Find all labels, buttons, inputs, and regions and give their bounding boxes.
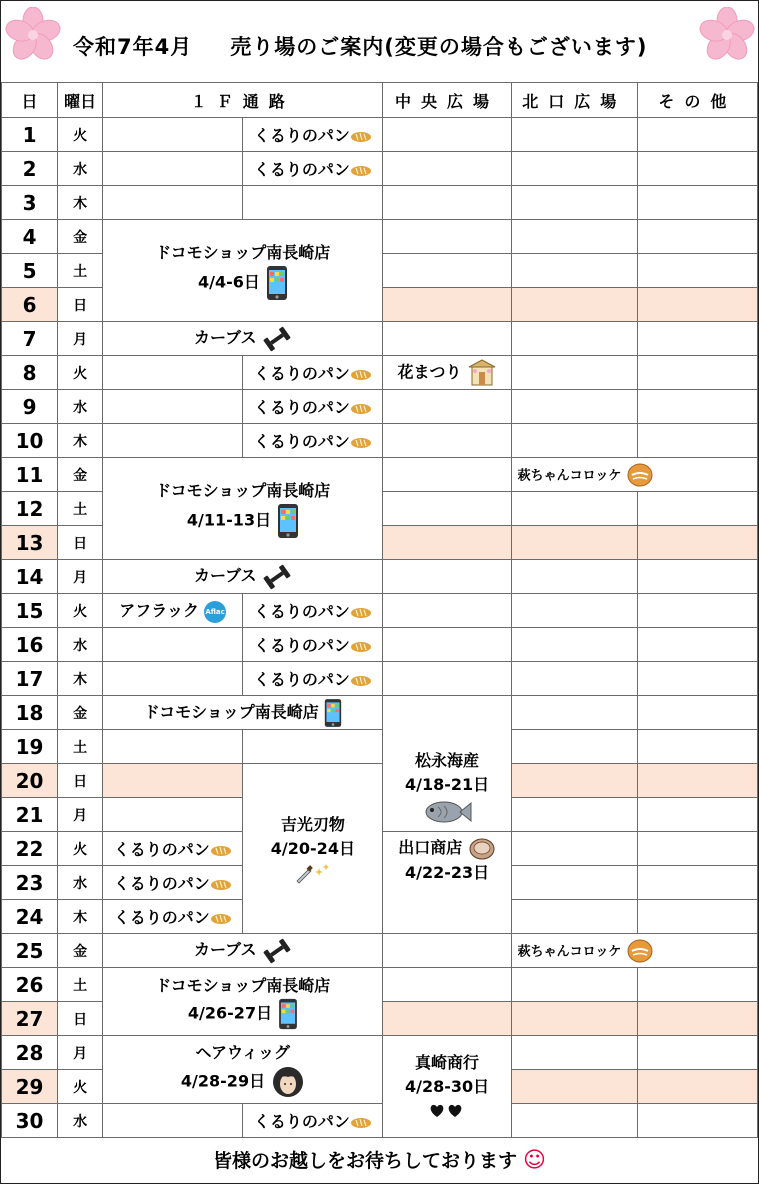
- cell-empty: [511, 424, 637, 458]
- event-mazaki-dates: 4/28-30日: [404, 1076, 490, 1096]
- day-number: 29: [2, 1070, 58, 1104]
- day-of-week: 水: [58, 628, 103, 662]
- day-of-week: 火: [58, 832, 103, 866]
- event-kururi: くるりのパン: [253, 126, 350, 145]
- cell-empty: [637, 288, 757, 322]
- croquette-icon: [626, 461, 654, 489]
- day-of-week: 日: [58, 288, 103, 322]
- cell-docomo: [103, 696, 383, 730]
- cell-empty: [103, 764, 243, 798]
- day-of-week: 木: [58, 186, 103, 220]
- cell-kururi: [243, 424, 383, 458]
- cell-kururi: [243, 662, 383, 696]
- table-row: [2, 968, 758, 1002]
- dumbbell-icon: [262, 938, 292, 964]
- table-row: [2, 628, 758, 662]
- event-curves: カーブス: [193, 940, 257, 960]
- cell-kururi: [243, 594, 383, 628]
- day-number: 27: [2, 1002, 58, 1036]
- day-number: 8: [2, 356, 58, 390]
- cell-empty: [637, 866, 757, 900]
- cell-empty: [511, 764, 637, 798]
- cell-empty: [383, 526, 511, 560]
- cell-empty: [511, 1036, 637, 1070]
- bread-icon: [350, 641, 372, 653]
- cell-empty: [511, 900, 637, 934]
- event-kururi: くるりのパン: [253, 602, 350, 621]
- day-number: 7: [2, 322, 58, 356]
- day-number: 12: [2, 492, 58, 526]
- cell-mazaki: [383, 1036, 511, 1138]
- event-kururi: くるりのパン: [113, 840, 210, 859]
- day-number: 10: [2, 424, 58, 458]
- cell-empty: [103, 730, 243, 764]
- cell-kururi: [243, 118, 383, 152]
- cell-empty: [383, 594, 511, 628]
- col-header-passage: １Ｆ通路: [103, 83, 383, 118]
- cell-empty: [637, 764, 757, 798]
- event-hanamatsuri: 花まつり: [397, 362, 462, 381]
- day-number: 23: [2, 866, 58, 900]
- event-docomo-dates: 4/4-6日: [198, 272, 260, 291]
- event-hagi: 萩ちゃんコロッケ: [517, 944, 622, 959]
- day-of-week: 日: [58, 526, 103, 560]
- day-of-week: 月: [58, 798, 103, 832]
- knife-icon: [293, 862, 333, 884]
- event-docomo: ドコモショップ南長崎店: [155, 975, 331, 995]
- table-row: [2, 934, 758, 968]
- day-number: 3: [2, 186, 58, 220]
- cell-empty: [511, 560, 637, 594]
- event-kururi: くるりのパン: [253, 160, 350, 179]
- cell-empty: [383, 288, 511, 322]
- cell-empty: [511, 628, 637, 662]
- cell-empty: [511, 1002, 637, 1036]
- bread-icon: [350, 403, 372, 415]
- event-curves: カーブス: [193, 566, 257, 586]
- day-number: 5: [2, 254, 58, 288]
- event-matsunaga-dates: 4/18-21日: [404, 775, 490, 794]
- day-number: 25: [2, 934, 58, 968]
- cell-empty: [103, 152, 243, 186]
- event-docomo: ドコモショップ南長崎店: [155, 480, 331, 500]
- day-number: 30: [2, 1104, 58, 1138]
- cell-kururi: [243, 390, 383, 424]
- cell-docomo: [103, 968, 383, 1036]
- cell-hanamatsuri: [383, 356, 511, 390]
- table-row: [2, 186, 758, 220]
- day-number: 1: [2, 118, 58, 152]
- day-number: 6: [2, 288, 58, 322]
- cell-empty: [383, 560, 511, 594]
- cell-yoshimitsu: [243, 764, 383, 934]
- cell-empty: [383, 152, 511, 186]
- cell-empty: [511, 798, 637, 832]
- day-of-week: 日: [58, 764, 103, 798]
- bread-icon: [210, 879, 232, 891]
- col-header-central: 中央広場: [383, 83, 511, 118]
- cell-empty: [637, 492, 757, 526]
- smile-icon: ☺: [523, 1148, 546, 1173]
- day-of-week: 水: [58, 1104, 103, 1138]
- day-number: 16: [2, 628, 58, 662]
- cell-empty: [637, 356, 757, 390]
- cell-empty: [637, 1104, 757, 1138]
- cell-empty: [383, 390, 511, 424]
- event-kururi: くるりのパン: [253, 1112, 350, 1131]
- smartphone-icon: [278, 998, 298, 1030]
- cell-empty: [383, 492, 511, 526]
- day-of-week: 土: [58, 968, 103, 1002]
- fish-icon: [422, 797, 472, 827]
- day-number: 26: [2, 968, 58, 1002]
- event-kururi: くるりのパン: [113, 908, 210, 927]
- event-aflac: アフラック: [119, 601, 199, 621]
- event-docomo: ドコモショップ南長崎店: [143, 702, 319, 721]
- day-of-week: 月: [58, 1036, 103, 1070]
- event-kururi: くるりのパン: [253, 636, 350, 655]
- dumbbell-icon: [262, 564, 292, 590]
- cell-empty: [637, 968, 757, 1002]
- cell-empty: [511, 220, 637, 254]
- day-of-week: 水: [58, 152, 103, 186]
- day-number: 14: [2, 560, 58, 594]
- day-number: 17: [2, 662, 58, 696]
- table-row: [2, 1104, 758, 1138]
- cell-kururi: [243, 1104, 383, 1138]
- event-matsunaga: 松永海産: [415, 751, 480, 770]
- shrine-icon: [467, 358, 497, 388]
- cell-empty: [511, 254, 637, 288]
- bread-icon: [350, 131, 372, 143]
- cell-empty: [103, 628, 243, 662]
- hearts-icon: [429, 1103, 465, 1119]
- bread-icon: [350, 369, 372, 381]
- cell-empty: [637, 696, 757, 730]
- event-kururi: くるりのパン: [253, 670, 350, 689]
- cell-empty: [637, 390, 757, 424]
- cell-curves: [103, 560, 383, 594]
- day-number: 24: [2, 900, 58, 934]
- table-row: [2, 152, 758, 186]
- sakura-icon: [5, 7, 61, 63]
- cell-empty: [511, 730, 637, 764]
- cell-empty: [637, 560, 757, 594]
- cell-empty: [511, 186, 637, 220]
- cell-empty: [637, 186, 757, 220]
- day-of-week: 土: [58, 730, 103, 764]
- table-row: [2, 356, 758, 390]
- wig-icon: [271, 1065, 305, 1099]
- clam-icon: [468, 837, 496, 861]
- col-header-day: 日: [2, 83, 58, 118]
- cell-empty: [383, 220, 511, 254]
- bread-icon: [350, 607, 372, 619]
- cell-curves: [103, 322, 383, 356]
- cell-empty: [511, 968, 637, 1002]
- cell-empty: [637, 1002, 757, 1036]
- day-of-week: 火: [58, 1070, 103, 1104]
- cell-empty: [637, 118, 757, 152]
- day-of-week: 月: [58, 560, 103, 594]
- day-of-week: 土: [58, 492, 103, 526]
- cell-empty: [511, 152, 637, 186]
- event-curves: カーブス: [193, 328, 257, 348]
- day-of-week: 土: [58, 254, 103, 288]
- table-row: [2, 594, 758, 628]
- event-hair: ヘアウィッグ: [195, 1042, 291, 1062]
- event-deguchi: 出口商店: [398, 838, 463, 857]
- cell-empty: [383, 322, 511, 356]
- cell-empty: [637, 254, 757, 288]
- cell-empty: [637, 152, 757, 186]
- schedule-table: [1, 82, 758, 1138]
- cell-empty: [383, 1002, 511, 1036]
- day-of-week: 木: [58, 662, 103, 696]
- day-number: 13: [2, 526, 58, 560]
- cell-empty: [383, 628, 511, 662]
- event-mazaki: 真崎商行: [415, 1052, 480, 1072]
- croquette-icon: [626, 937, 654, 965]
- day-of-week: 木: [58, 900, 103, 934]
- event-deguchi-dates: 4/22-23日: [404, 862, 490, 882]
- day-of-week: 金: [58, 220, 103, 254]
- cell-hagi: [511, 458, 757, 492]
- smartphone-icon: [277, 503, 299, 539]
- event-kururi: くるりのパン: [253, 398, 350, 417]
- cell-empty: [637, 662, 757, 696]
- day-number: 2: [2, 152, 58, 186]
- title-text: 売り場のご案内(変更の場合もございます): [230, 35, 648, 59]
- day-number: 21: [2, 798, 58, 832]
- table-row: [2, 458, 758, 492]
- day-number: 28: [2, 1036, 58, 1070]
- cell-empty: [383, 662, 511, 696]
- event-kururi: くるりのパン: [253, 432, 350, 451]
- cell-empty: [383, 934, 511, 968]
- day-of-week: 月: [58, 322, 103, 356]
- bread-icon: [350, 437, 372, 449]
- table-row: [2, 730, 758, 764]
- cell-empty: [637, 322, 757, 356]
- cell-empty: [511, 866, 637, 900]
- cell-empty: [637, 594, 757, 628]
- cell-empty: [637, 1070, 757, 1104]
- cell-empty: [383, 254, 511, 288]
- cell-empty: [637, 832, 757, 866]
- event-hair-dates: 4/28-29日: [180, 1071, 266, 1090]
- cell-empty: [637, 424, 757, 458]
- footer-text: 皆様のお越しをお待ちしております: [213, 1150, 518, 1172]
- table-row: [2, 764, 758, 798]
- day-of-week: 木: [58, 424, 103, 458]
- day-of-week: 水: [58, 866, 103, 900]
- col-header-dow: 曜日: [58, 83, 103, 118]
- bread-icon: [350, 675, 372, 687]
- day-of-week: 金: [58, 696, 103, 730]
- cell-empty: [511, 662, 637, 696]
- day-number: 15: [2, 594, 58, 628]
- bread-icon: [350, 165, 372, 177]
- table-row: [2, 424, 758, 458]
- day-number: 19: [2, 730, 58, 764]
- cell-empty: [511, 832, 637, 866]
- cell-empty: [511, 526, 637, 560]
- table-row: [2, 696, 758, 730]
- table-row: [2, 662, 758, 696]
- day-number: 20: [2, 764, 58, 798]
- day-of-week: 金: [58, 458, 103, 492]
- cell-kururi: [103, 832, 243, 866]
- cell-empty: [103, 390, 243, 424]
- table-row: [2, 390, 758, 424]
- day-of-week: 火: [58, 356, 103, 390]
- dumbbell-icon: [262, 326, 292, 352]
- cell-empty: [383, 968, 511, 1002]
- event-yoshimitsu: 吉光刃物: [280, 814, 345, 834]
- cell-empty: [103, 424, 243, 458]
- footer-message: [1, 1138, 758, 1183]
- cell-empty: [637, 220, 757, 254]
- cell-docomo: [103, 458, 383, 560]
- table-row: [2, 118, 758, 152]
- col-header-north: 北口広場: [511, 83, 637, 118]
- smartphone-icon: [324, 698, 342, 728]
- cell-empty: [511, 118, 637, 152]
- sakura-icon: [699, 7, 755, 63]
- table-row: [2, 220, 758, 254]
- cell-empty: [383, 118, 511, 152]
- cell-empty: [511, 492, 637, 526]
- cell-empty: [511, 322, 637, 356]
- event-kururi: くるりのパン: [253, 364, 350, 383]
- cell-empty: [243, 730, 383, 764]
- day-number: 22: [2, 832, 58, 866]
- cell-empty: [383, 458, 511, 492]
- cell-hagi: [511, 934, 757, 968]
- event-docomo-dates: 4/26-27日: [187, 1003, 273, 1022]
- cell-empty: [637, 628, 757, 662]
- event-docomo-dates: 4/11-13日: [186, 510, 272, 529]
- day-number: 11: [2, 458, 58, 492]
- day-number: 4: [2, 220, 58, 254]
- table-row: [2, 1036, 758, 1070]
- bread-icon: [350, 1117, 372, 1129]
- cell-empty: [243, 186, 383, 220]
- cell-empty: [511, 1104, 637, 1138]
- cell-kururi: [243, 628, 383, 662]
- cell-empty: [383, 186, 511, 220]
- cell-empty: [103, 356, 243, 390]
- cell-kururi: [103, 866, 243, 900]
- cell-empty: [103, 186, 243, 220]
- event-hagi: 萩ちゃんコロッケ: [517, 468, 622, 483]
- cell-kururi: [243, 356, 383, 390]
- cell-hair: [103, 1036, 383, 1104]
- cell-empty: [383, 424, 511, 458]
- cell-empty: [637, 900, 757, 934]
- cell-deguchi: [383, 832, 511, 934]
- cell-empty: [103, 662, 243, 696]
- cell-aflac: [103, 594, 243, 628]
- cell-kururi: [103, 900, 243, 934]
- cell-empty: [511, 288, 637, 322]
- cell-empty: [511, 356, 637, 390]
- day-of-week: 火: [58, 118, 103, 152]
- table-row: [2, 322, 758, 356]
- col-header-other: その他: [637, 83, 757, 118]
- cell-empty: [637, 798, 757, 832]
- cell-empty: [103, 1104, 243, 1138]
- header-row: [2, 83, 758, 118]
- cell-empty: [637, 1036, 757, 1070]
- event-yoshimitsu-dates: 4/20-24日: [270, 838, 355, 858]
- aflac-logo-icon: Aflac: [204, 601, 226, 623]
- day-of-week: 水: [58, 390, 103, 424]
- event-kururi: くるりのパン: [113, 874, 210, 893]
- bread-icon: [210, 845, 232, 857]
- header: [1, 1, 758, 79]
- cell-docomo: [103, 220, 383, 322]
- title-date: 令和7年4月: [73, 35, 193, 59]
- cell-empty: [103, 798, 243, 832]
- cell-empty: [637, 526, 757, 560]
- cell-curves: [103, 934, 383, 968]
- smartphone-icon: [266, 265, 288, 301]
- day-of-week: 火: [58, 594, 103, 628]
- page-title: [73, 31, 713, 61]
- cell-empty: [511, 390, 637, 424]
- cell-kururi: [243, 152, 383, 186]
- cell-empty: [511, 1070, 637, 1104]
- cell-empty: [511, 594, 637, 628]
- cell-matsunaga: [383, 696, 511, 832]
- cell-empty: [103, 118, 243, 152]
- cell-empty: [637, 730, 757, 764]
- cell-empty: [511, 696, 637, 730]
- day-of-week: 金: [58, 934, 103, 968]
- day-of-week: 日: [58, 1002, 103, 1036]
- day-number: 18: [2, 696, 58, 730]
- bread-icon: [210, 913, 232, 925]
- event-docomo: ドコモショップ南長崎店: [155, 242, 331, 262]
- day-number: 9: [2, 390, 58, 424]
- table-row: [2, 560, 758, 594]
